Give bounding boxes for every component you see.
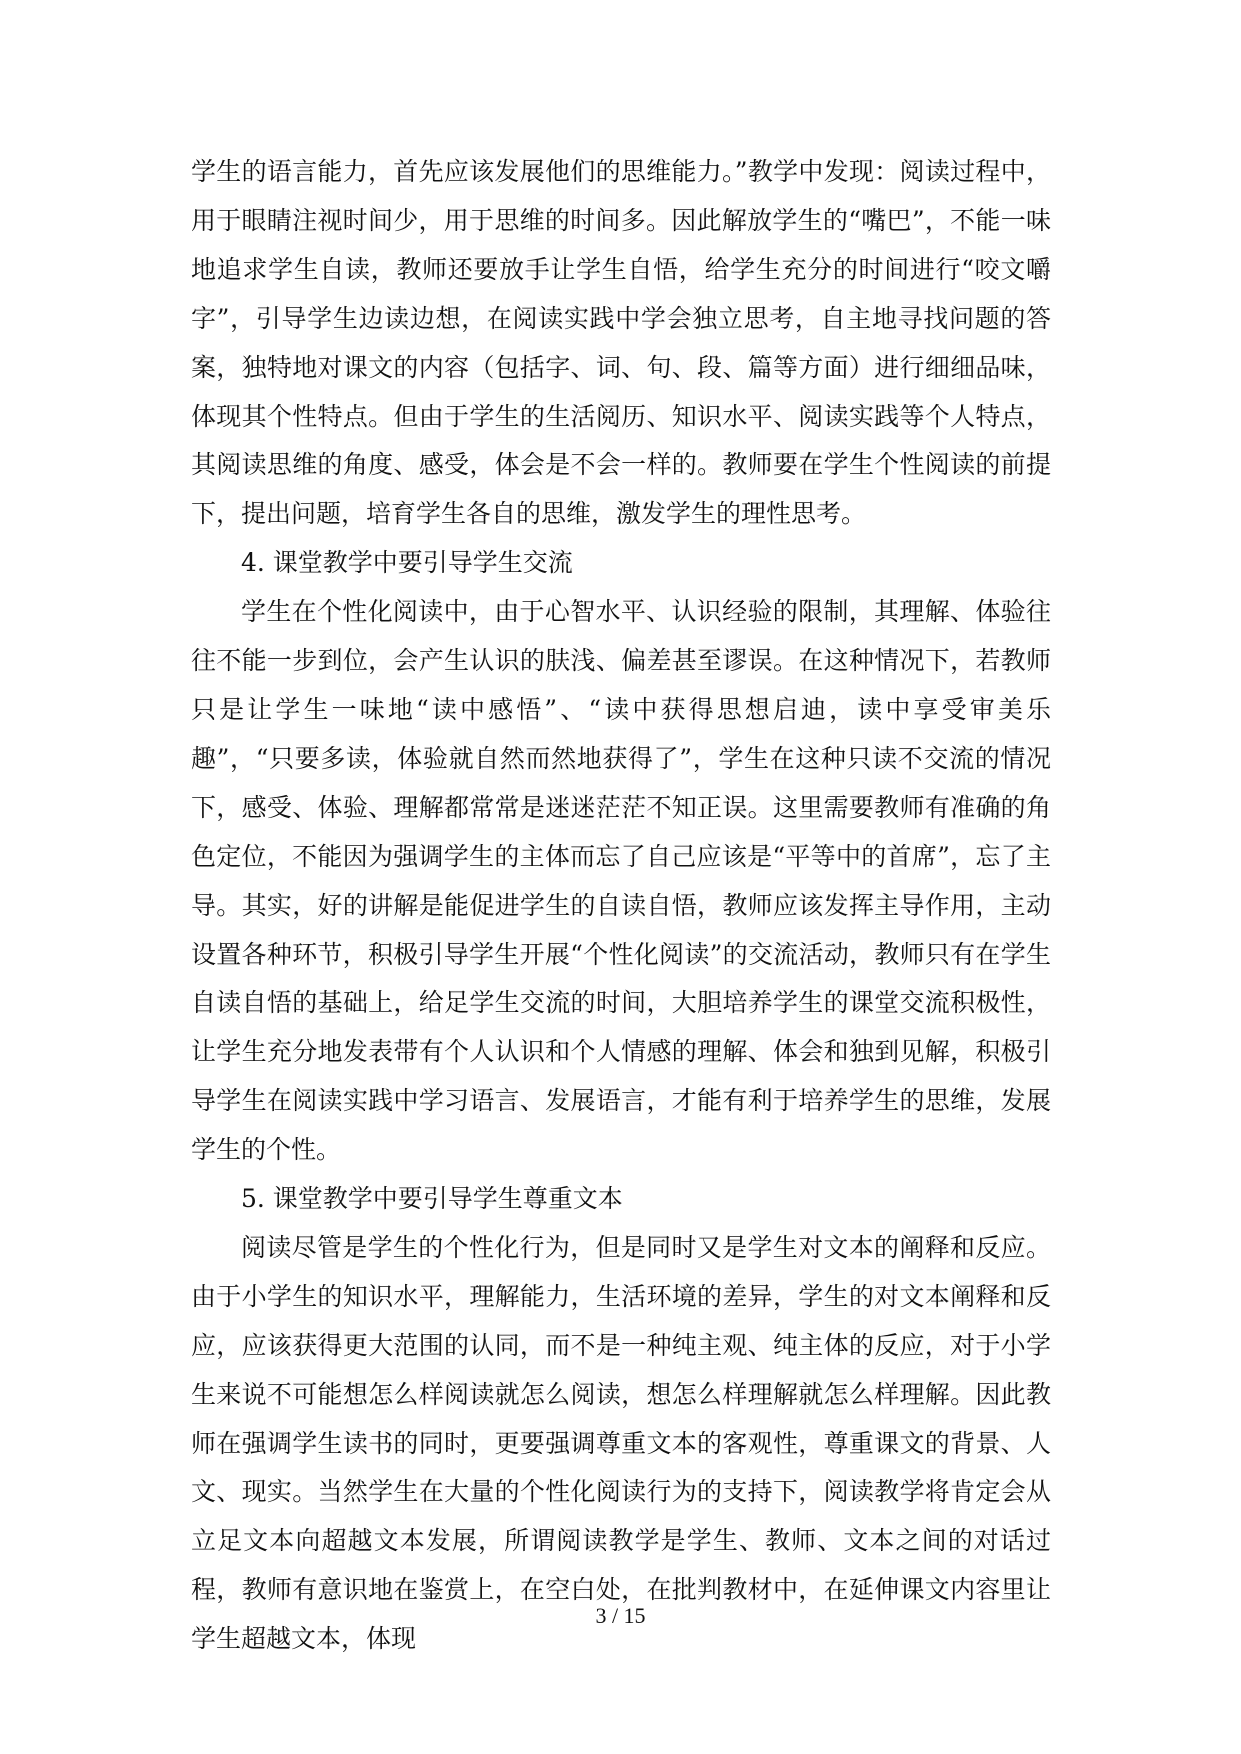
paragraph: 学生的语言能力，首先应该发展他们的思维能力。”教学中发现：阅读过程中，用于眼睛注视时间少，用于思维的时间多。因此解放学生的“嘴巴”，不能一味地追求学生自读，教师还要放手让学生自悟，给学生充分的时间进行“咬文嚼字”，引导学生边读边想，在阅读实践中学会独立思考，自主地寻找问题的答案，独特地对课文的内容（包括字、词、句、段、篇等方面）进行细细品味，体现其个性特点。但由于学生的生活阅历、知识水平、阅读实践等个人特点，其阅读思维的角度、感受，体会是不会一样的。教师要在学生个性阅读的前提下，提出问题，培育学生各自的思维，激发学生的理性思考。 xyxy=(191,157,1051,529)
page-number: 3 / 15 xyxy=(595,1603,646,1628)
paragraph: 学生在个性化阅读中，由于心智水平、认识经验的限制，其理解、体验往往不能一步到位，会产生认识的肤浅、偏差甚至谬误。在这种情况下，若教师只是让学生一味地“读中感悟”、“读中获得思想启迪，读中享受审美乐趣”，“只要多读，体验就自然而然地获得了”，学生在这种只读不交流的情况下，感受、体验、理解都常常是迷迷茫茫不知正误。这里需要教师有准确的角色定位，不能因为强调学生的主体而忘了自己应该是“平等中的首席”，忘了主导。其实，好的讲解是能促进学生的自读自悟，教师应该发挥主导作用，主动设置各种环节，积极引导学生开展“个性化阅读”的交流活动，教师只有在学生自读自悟的基础上，给足学生交流的时间，大胆培养学生的课堂交流积极性，让学生充分地发表带有个人认识和个人情感的理解、体会和独到见解，积极引导学生在阅读实践中学习语言、发展语言，才能有利于培养学生的思维，发展学生的个性。 xyxy=(191,597,1051,1165)
document-body xyxy=(191,148,1051,1664)
section-heading: 4. 课堂教学中要引导学生交流 xyxy=(241,548,573,578)
paragraph: 阅读尽管是学生的个性化行为，但是同时又是学生对文本的阐释和反应。由于小学生的知识水平，理解能力，生活环境的差异，学生的对文本阐释和反应，应该获得更大范围的认同，而不是一种纯主观、纯主体的反应，对于小学生来说不可能想怎么样阅读就怎么阅读，想怎么样理解就怎么样理解。因此教师在强调学生读书的同时，更要强调尊重文本的客观性，尊重课文的背景、人文、现实。当然学生在大量的个性化阅读行为的支持下，阅读教学将肯定会从立足文本向超越文本发展，所谓阅读教学是学生、教师、文本之间的对话过程，教师有意识地在鉴赏上，在空白处，在批判教材中，在延伸课文内容里让学生超越文本，体现 xyxy=(191,1232,1051,1654)
section-heading: 5. 课堂教学中要引导学生尊重文本 xyxy=(241,1184,623,1214)
